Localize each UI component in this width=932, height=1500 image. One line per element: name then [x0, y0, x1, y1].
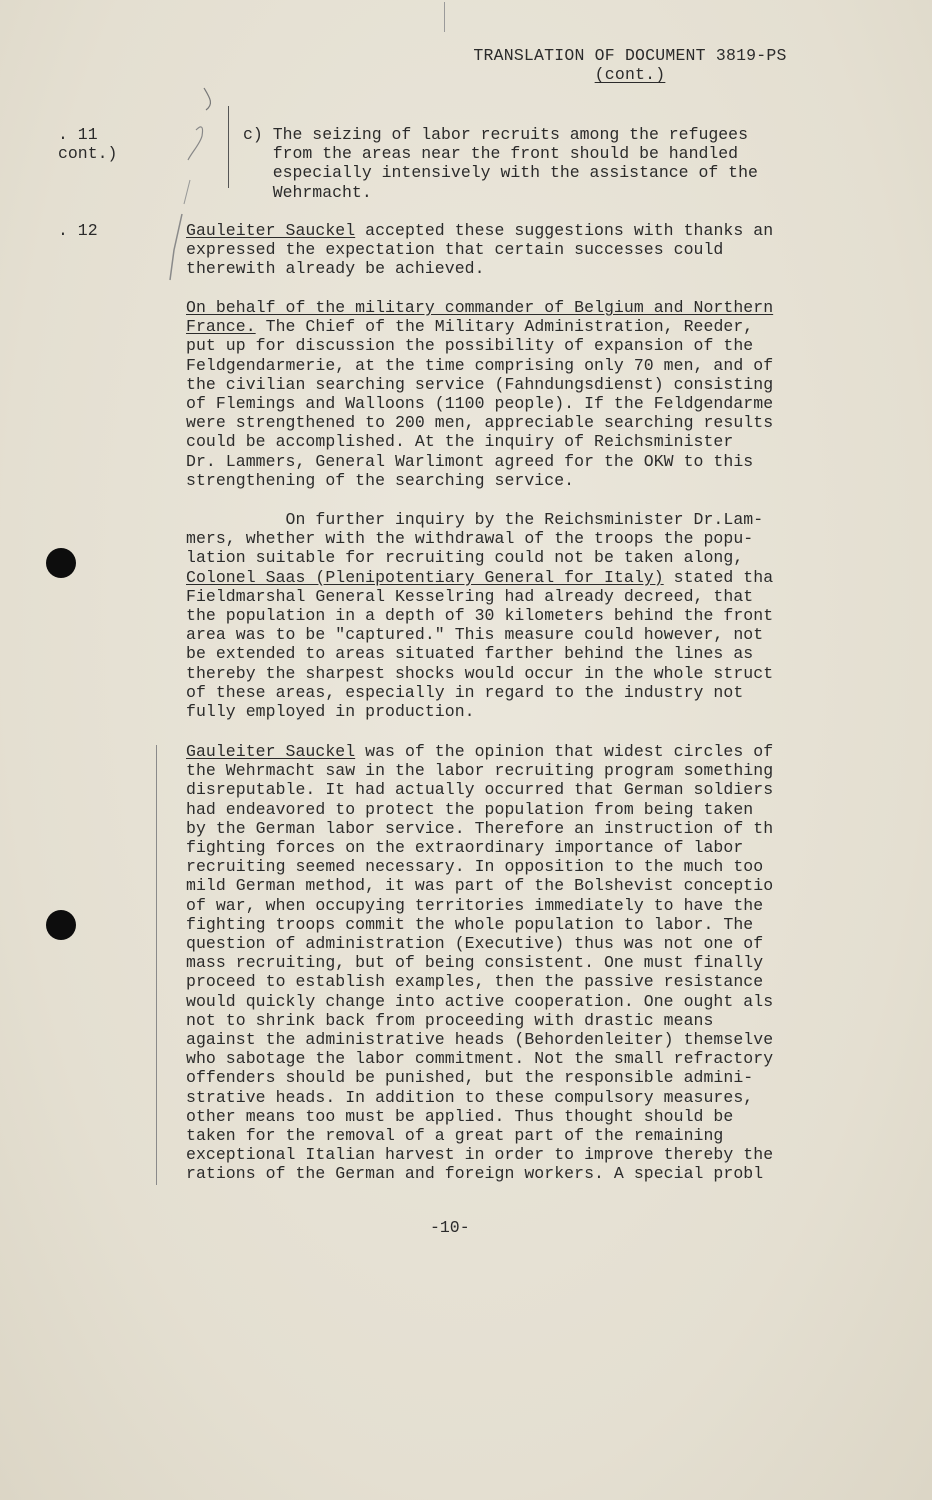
- pencil-annotation-icon: [176, 80, 236, 210]
- speaker-name: On behalf of the military commander of Belgium and Northern France.: [186, 298, 774, 337]
- paragraph-body-start: On further inquiry by the Reichsminister Dr.Lam- mers, whether with the withdrawal of the troops the popu- lation suitable for recruiting could not be taken along,: [186, 510, 764, 568]
- paragraph-sauckel-accepted: [186, 221, 876, 279]
- paragraph-body-end: stated tha Fieldmarshal General Kesselring had already decreed, that the population in a depth of 30 kilometers behind the front area was to be "captured." This measure could however, not be extended to areas situated farther behind the lines as thereby the sharpest shocks would occur in the whole struct of these areas, especially in regard to the industry not fully employed in production.: [186, 567, 774, 722]
- page-number: -10-: [430, 1218, 470, 1237]
- binder-hole: [46, 910, 76, 940]
- binder-hole: [46, 548, 76, 578]
- pencil-mark: [444, 2, 445, 32]
- margin-paragraph-number-11: . 11 cont.): [58, 125, 118, 163]
- pencil-margin-line: [156, 745, 157, 1185]
- document-header: [440, 46, 820, 84]
- paragraph-body: was of the opinion that widest circles of the Wehrmacht saw in the labor recruiting program something disreputable. It had actually occurred that German soldiers had endeavored to protect the population from being taken by the German labor service. Therefore an instruction of th fighting forces on the extraordinary importance of labor recruiting seemed necessary. In opposition to the much too mild German method, it was part of the Bolshevist conceptio of war, when occupying territories immediately to have the fighting troops commit the whole population to labor. The question of administration (Executive) thus was not one of mass recruiting, but of being consistent. One must finally proceed to establish examples, then the passive resistance would quickly change into active cooperation. One ought als not to shrink back from proceeding with drastic means against the administrative heads (Behordenleiter) themselve who sabotage the labor commitment. Not the small refractory offenders should be punished, but the responsible admini- strative heads. In addition to these compulsory measures, other means too must be applied. Thus thought should be taken for the removal of a great part of the remaining exceptional Italian harvest in order to improve thereby the rations of the German and foreign workers. A special probl: [186, 742, 774, 1184]
- speaker-name: Gauleiter Sauckel: [186, 742, 356, 761]
- paragraph-further-inquiry: [186, 510, 876, 721]
- header-title: TRANSLATION OF DOCUMENT 3819-PS: [473, 46, 787, 65]
- paragraph-belgium-commander: [186, 298, 876, 490]
- paragraph-body: accepted these suggestions with thanks an expressed the expectation that certain successes could therewith already be achieved.: [186, 221, 774, 279]
- speaker-name: Gauleiter Sauckel: [186, 221, 356, 240]
- paragraph-body: The Chief of the Military Administration, Reeder, put up for discussion the possibility of expansion of the Feldgendarmerie, at the time comprising only 70 men, and of the civilian searching service (Fahndungsdienst) consisting of Flemings and Walloons (1100 people). If the Feldgendarme were strengthened to 200 men, appreciable searching results could be accomplished. At the inquiry of Reichsminister Dr. Lammers, General Warlimont agreed for the OKW to this strengthening of the searching service.: [186, 317, 774, 490]
- paragraph-sauckel-opinion: [186, 742, 876, 1184]
- header-continued: (cont.): [594, 65, 666, 84]
- paragraph-item-c: c) The seizing of labor recruits among the refugees from the areas near the front should be handled especially intensively with the assistance of the Wehrmacht.: [243, 125, 758, 202]
- speaker-name: Colonel Saas (Plenipotentiary General for Italy): [186, 567, 664, 587]
- margin-paragraph-number-12: . 12: [58, 221, 98, 240]
